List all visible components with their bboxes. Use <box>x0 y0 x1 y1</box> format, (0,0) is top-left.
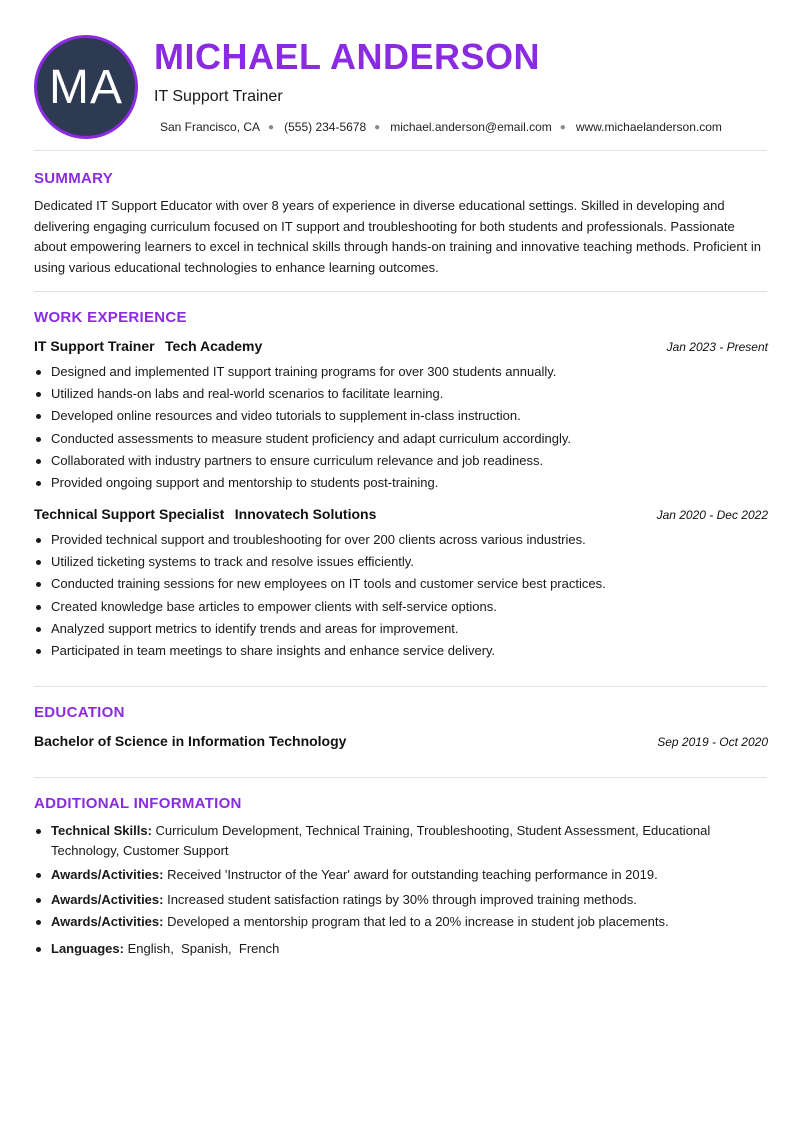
additional-heading: ADDITIONAL INFORMATION <box>34 795 242 812</box>
job-bullets <box>34 361 768 494</box>
list-item: Conducted assessments to measure student proficiency and adapt curriculum accordingly. <box>34 428 768 450</box>
list-item: Designed and implemented IT support training programs for over 300 students annually. <box>34 361 768 383</box>
contact-info <box>160 120 722 134</box>
list-item: Provided ongoing support and mentorship to students post-training. <box>34 472 768 494</box>
item-label: Technical Skills: <box>51 823 152 838</box>
candidate-name: MICHAEL ANDERSON <box>154 36 541 77</box>
list-item: Participated in team meetings to share insights and enhance service delivery. <box>34 640 768 662</box>
contact-phone: (555) 234-5678 <box>284 120 367 134</box>
item-text: Received 'Instructor of the Year' award for outstanding teaching performance in 2019. <box>167 867 658 882</box>
list-item <box>34 912 768 932</box>
list-item <box>34 890 768 910</box>
job-title-company <box>34 506 376 524</box>
education-heading: EDUCATION <box>34 704 125 721</box>
list-item <box>34 939 768 959</box>
separator-dot: ● <box>374 121 381 133</box>
list-item: Developed online resources and video tutorials to supplement in-class instruction. <box>34 405 768 427</box>
list-item <box>34 865 768 885</box>
job-header <box>34 506 768 524</box>
job-role: Technical Support Specialist <box>34 506 225 522</box>
degree: Bachelor of Science in Information Technology <box>34 733 347 749</box>
item-text: Curriculum Development, Technical Training, Troubleshooting, Student Assessment, Educational Technology, Customer Support <box>51 823 711 858</box>
item-text: Developed a mentorship program that led to a 20% increase in student job placements. <box>167 914 669 929</box>
item-label: Awards/Activities: <box>51 891 164 907</box>
section-divider <box>34 150 767 151</box>
job-header <box>34 338 768 356</box>
summary-heading: SUMMARY <box>34 170 114 187</box>
list-item: Collaborated with industry partners to ensure curriculum relevance and job readiness. <box>34 450 768 472</box>
additional-list <box>34 821 768 963</box>
item-label: Languages: <box>51 940 124 956</box>
list-item: Analyzed support metrics to identify trends and areas for improvement. <box>34 618 768 640</box>
contact-location: San Francisco, CA <box>160 120 261 134</box>
list-item: Provided technical support and troubleshooting for over 200 clients across various industries. <box>34 529 768 551</box>
job-title-company <box>34 338 262 356</box>
list-item <box>34 821 768 860</box>
avatar-initials: MA <box>49 60 123 114</box>
job-role: IT Support Trainer <box>34 338 155 354</box>
section-divider <box>34 777 767 778</box>
list-item: Utilized hands-on labs and real-world scenarios to facilitate learning. <box>34 383 768 405</box>
contact-website[interactable]: www.michaelanderson.com <box>575 120 722 134</box>
education-entry <box>34 733 768 749</box>
section-divider <box>34 291 767 292</box>
education-dates: Sep 2019 - Oct 2020 <box>657 735 768 749</box>
avatar <box>34 35 138 139</box>
separator-dot: ● <box>559 121 566 133</box>
separator-dot: ● <box>268 121 275 133</box>
summary-text: Dedicated IT Support Educator with over 8 years of experience in diverse educational settings. Skilled in developing and delivering engaging curriculum focused on IT support and troubleshooting for both students and professionals. Passionate about empowering learners to excel in technical skills through hands-on training and innovative teaching methods. Proficient in using various educational technologies to enhance learning outcomes. <box>34 198 761 275</box>
list-item: Utilized ticketing systems to track and resolve issues efficiently. <box>34 551 768 573</box>
job-company: Tech Academy <box>165 338 263 354</box>
job-dates: Jan 2020 - Dec 2022 <box>656 508 768 522</box>
item-text: Increased student satisfaction ratings by 30% through improved training methods. <box>167 891 637 907</box>
item-text: English, Spanish, French <box>127 940 280 956</box>
section-divider <box>34 686 767 687</box>
job-dates: Jan 2023 - Present <box>666 340 768 354</box>
job-company: Innovatech Solutions <box>234 506 377 522</box>
job-bullets <box>34 529 768 662</box>
item-label: Awards/Activities: <box>51 867 164 882</box>
job-title: IT Support Trainer <box>154 88 283 105</box>
list-item: Conducted training sessions for new employees on IT tools and customer service best practices. <box>34 573 768 595</box>
contact-email[interactable]: michael.anderson@email.com <box>390 120 552 134</box>
list-item: Created knowledge base articles to empower clients with self-service options. <box>34 596 768 618</box>
item-label: Awards/Activities: <box>51 914 164 929</box>
experience-heading: WORK EXPERIENCE <box>34 309 187 326</box>
